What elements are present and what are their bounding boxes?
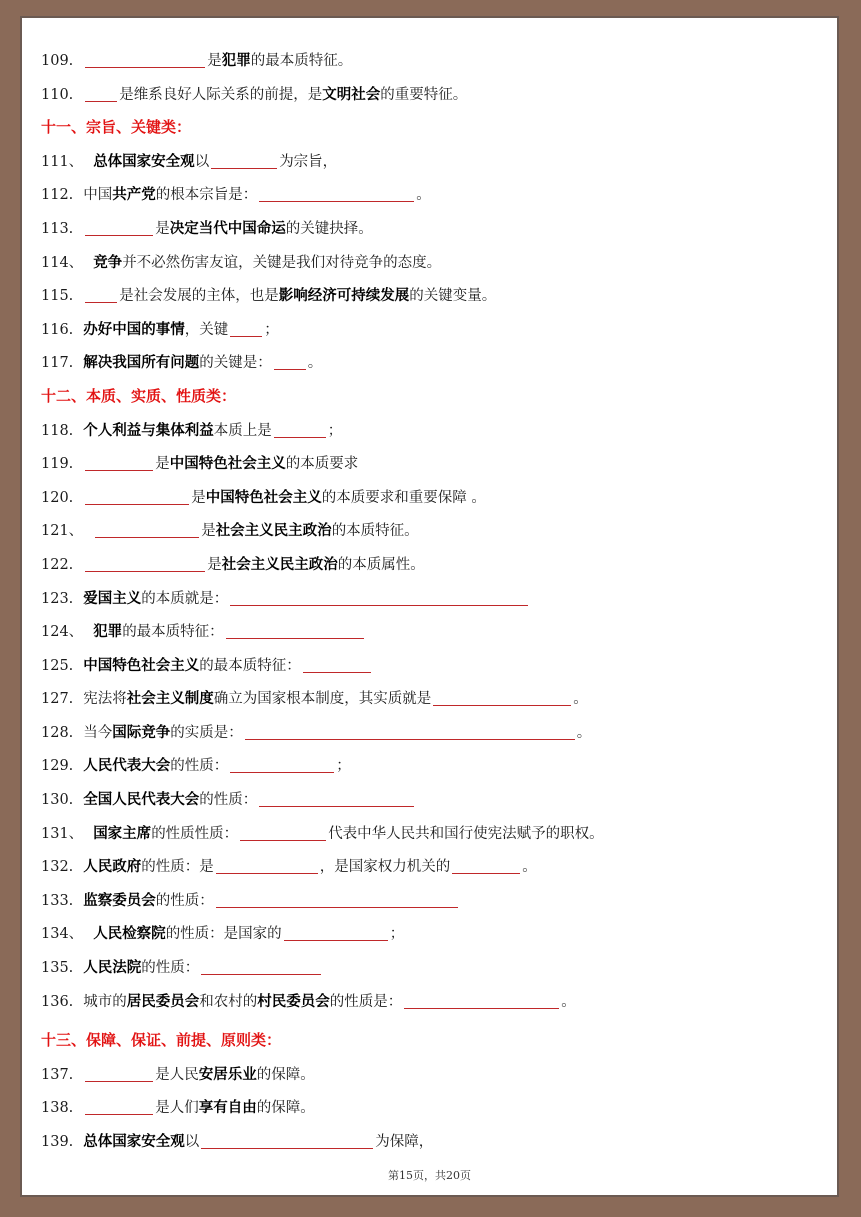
question-number: 131、 bbox=[41, 825, 84, 842]
question-text: 的最本质特征： bbox=[199, 657, 301, 674]
question-text: 的性质是： bbox=[329, 993, 403, 1010]
section-heading: 十一、宗旨、关键类： bbox=[41, 118, 192, 137]
key-term: 文明社会 bbox=[322, 85, 381, 103]
answer-blank[interactable] bbox=[201, 1132, 373, 1149]
key-term: 人民检察院 bbox=[93, 925, 166, 943]
question-number: 119. bbox=[41, 456, 74, 473]
question-text: 是 bbox=[207, 556, 222, 573]
key-term: 人民代表大会 bbox=[83, 757, 171, 775]
question-text: 。 bbox=[416, 187, 431, 204]
question-number: 139. bbox=[41, 1134, 74, 1150]
question-text: 的重要特征。 bbox=[380, 86, 468, 103]
question-text: 的性质：是 bbox=[141, 859, 214, 876]
key-term: 影响经济可持续发展 bbox=[278, 287, 410, 305]
question-text: 以 bbox=[184, 1134, 200, 1150]
question-text: 。 bbox=[561, 993, 576, 1010]
question-text: 的本质特征。 bbox=[331, 523, 419, 540]
question-number: 137. bbox=[41, 1066, 74, 1083]
question-text: 确立为国家根本制度，其实质就是 bbox=[213, 691, 432, 708]
answer-blank[interactable] bbox=[259, 185, 414, 202]
key-term: 中国特色社会主义 bbox=[169, 455, 286, 473]
answer-blank[interactable] bbox=[274, 353, 306, 370]
question-text: ； bbox=[389, 926, 405, 943]
question-text: 的性质： bbox=[170, 758, 229, 775]
question-item bbox=[41, 985, 827, 1019]
answer-blank[interactable] bbox=[284, 924, 388, 941]
key-term: 个人利益与集体利益 bbox=[83, 421, 214, 439]
question-number: 132. bbox=[41, 859, 74, 876]
question-item bbox=[41, 514, 827, 548]
question-item bbox=[41, 447, 827, 481]
answer-blank[interactable] bbox=[303, 656, 371, 673]
answer-blank[interactable] bbox=[85, 1065, 153, 1082]
answer-blank[interactable] bbox=[201, 958, 321, 975]
question-text: 的本质要求 bbox=[285, 456, 359, 473]
question-item bbox=[41, 346, 827, 380]
answer-blank[interactable] bbox=[85, 488, 189, 505]
question-text: 是 bbox=[155, 220, 170, 237]
question-number: 135. bbox=[41, 960, 74, 977]
question-text: 的本质要求和重要保障 。 bbox=[321, 489, 486, 506]
key-term: 国家主席 bbox=[93, 824, 152, 842]
key-term: 安居乐业 bbox=[198, 1065, 257, 1083]
question-item bbox=[41, 682, 827, 716]
question-number: 112. bbox=[41, 187, 74, 204]
question-text: ； bbox=[327, 422, 343, 439]
question-text: 的性质： bbox=[141, 960, 200, 977]
question-item bbox=[41, 783, 827, 817]
question-text: 的保障。 bbox=[256, 1100, 315, 1117]
question-number: 127. bbox=[41, 691, 74, 708]
question-number: 114、 bbox=[41, 254, 84, 271]
answer-blank[interactable] bbox=[245, 723, 575, 740]
question-text: 。 bbox=[522, 859, 537, 876]
question-text: 是 bbox=[207, 53, 222, 69]
question-text: 并不必然伤害友谊，关键是我们对待竞争的态度。 bbox=[122, 254, 442, 271]
answer-blank[interactable] bbox=[230, 589, 528, 606]
question-text: 。 bbox=[573, 691, 588, 708]
question-number: 123. bbox=[41, 590, 74, 607]
key-term: 办好中国的事情 bbox=[83, 320, 185, 338]
key-term: 共产党 bbox=[112, 186, 156, 204]
key-term: 监察委员会 bbox=[83, 891, 156, 909]
question-number: 111、 bbox=[41, 153, 84, 170]
question-item bbox=[41, 1058, 827, 1092]
question-item bbox=[41, 246, 827, 280]
question-item bbox=[41, 817, 827, 851]
answer-blank[interactable] bbox=[95, 521, 199, 538]
question-text: 是人民 bbox=[155, 1066, 199, 1083]
answer-blank[interactable] bbox=[85, 51, 205, 68]
key-term: 社会主义制度 bbox=[126, 690, 214, 708]
question-text: 宪法将 bbox=[83, 691, 127, 708]
key-term: 享有自由 bbox=[198, 1099, 257, 1117]
question-text: 的关键是： bbox=[199, 355, 272, 372]
key-term: 竞争 bbox=[93, 253, 123, 271]
question-text: 的性质： bbox=[155, 892, 214, 909]
question-item bbox=[41, 78, 827, 112]
question-text: 本质上是 bbox=[213, 422, 272, 439]
question-text: 的保障。 bbox=[256, 1066, 315, 1083]
question-text: 是社会发展的主体，也是 bbox=[119, 288, 279, 305]
question-text: 的最本质特征。 bbox=[250, 53, 353, 69]
question-text: 城市的 bbox=[83, 993, 127, 1010]
question-item bbox=[41, 1125, 827, 1159]
question-text: 。 bbox=[576, 724, 592, 741]
answer-blank[interactable] bbox=[259, 790, 414, 807]
question-text: 的性质性质： bbox=[151, 825, 239, 842]
question-item bbox=[41, 649, 827, 683]
question-text: 代表中华人民共和国行使宪法赋予的职权。 bbox=[328, 825, 604, 842]
section-heading: 十三、保障、保证、前提、原则类： bbox=[41, 1031, 282, 1050]
question-text: 的关键抉择。 bbox=[285, 220, 373, 237]
answer-blank[interactable] bbox=[274, 421, 326, 438]
question-item bbox=[41, 716, 827, 750]
question-number: 122. bbox=[41, 556, 74, 573]
answer-blank[interactable] bbox=[404, 992, 559, 1009]
question-item bbox=[41, 414, 827, 448]
question-text: 是 bbox=[191, 489, 206, 506]
question-text: ，关键 bbox=[184, 321, 229, 338]
key-term: 全国人民代表大会 bbox=[83, 791, 200, 809]
question-text: 是 bbox=[155, 456, 170, 473]
question-number: 130. bbox=[41, 792, 74, 809]
question-text: 是 bbox=[201, 523, 216, 540]
question-item bbox=[41, 212, 827, 246]
question-number: 124、 bbox=[41, 624, 84, 641]
answer-blank[interactable] bbox=[85, 219, 153, 236]
key-term: 犯罪 bbox=[221, 52, 251, 69]
key-term: 社会主义民主政治 bbox=[221, 555, 338, 573]
question-number: 136. bbox=[41, 993, 74, 1010]
question-text: ； bbox=[264, 321, 279, 338]
question-number: 118. bbox=[41, 422, 74, 439]
answer-blank[interactable] bbox=[211, 152, 277, 169]
question-list bbox=[41, 44, 827, 1159]
question-item bbox=[41, 951, 827, 985]
section-heading: 十二、本质、实质、性质类： bbox=[41, 386, 237, 405]
question-number: 133. bbox=[41, 892, 74, 909]
question-item bbox=[41, 145, 827, 179]
question-text: ； bbox=[336, 758, 351, 775]
question-number: 128. bbox=[41, 724, 74, 741]
question-item bbox=[41, 279, 827, 313]
question-text: ，是国家权力机关的 bbox=[319, 859, 451, 876]
question-number: 134、 bbox=[41, 926, 84, 943]
question-text: 的性质： bbox=[199, 792, 258, 809]
question-number: 109. bbox=[41, 53, 74, 69]
question-text: 是维系良好人际关系的前提，是 bbox=[119, 86, 323, 103]
question-item bbox=[41, 548, 827, 582]
question-text: 的关键变量。 bbox=[409, 288, 497, 305]
key-term: 决定当代中国命运 bbox=[169, 219, 286, 237]
question-item bbox=[41, 178, 827, 212]
question-text: 的本质属性。 bbox=[337, 556, 425, 573]
question-item bbox=[41, 481, 827, 515]
question-item bbox=[41, 850, 827, 884]
question-number: 116. bbox=[41, 321, 74, 338]
question-number: 129. bbox=[41, 758, 74, 775]
question-number: 138. bbox=[41, 1100, 74, 1117]
answer-blank[interactable] bbox=[230, 320, 262, 337]
key-term: 人民法院 bbox=[83, 959, 142, 977]
key-term: 国际竞争 bbox=[112, 723, 171, 741]
key-term: 人民政府 bbox=[83, 858, 142, 876]
question-text: 的最本质特征： bbox=[122, 624, 224, 641]
answer-blank[interactable] bbox=[85, 286, 117, 303]
document-page bbox=[20, 16, 839, 1197]
answer-blank[interactable] bbox=[85, 85, 117, 102]
key-term: 中国特色社会主义 bbox=[205, 488, 322, 506]
question-number: 115. bbox=[41, 288, 74, 305]
question-text: 的实质是： bbox=[170, 724, 243, 741]
key-term: 总体国家安全观 bbox=[83, 1133, 185, 1150]
answer-blank[interactable] bbox=[433, 689, 571, 706]
question-item bbox=[41, 749, 827, 783]
question-text: 的性质：是国家的 bbox=[165, 926, 282, 943]
page-footer: 第15页，共20页 bbox=[388, 1169, 471, 1182]
question-number: 113. bbox=[41, 220, 74, 237]
question-number: 121、 bbox=[41, 523, 84, 540]
key-term: 中国特色社会主义 bbox=[83, 656, 200, 674]
question-text: 。 bbox=[307, 355, 323, 372]
answer-blank[interactable] bbox=[85, 1098, 153, 1115]
question-item bbox=[41, 582, 827, 616]
question-number: 120. bbox=[41, 489, 74, 506]
key-term: 爱国主义 bbox=[83, 589, 142, 607]
question-number: 125. bbox=[41, 657, 74, 674]
question-text: 以 bbox=[194, 153, 210, 170]
question-text: 和农村的 bbox=[199, 993, 258, 1010]
key-term: 村民委员会 bbox=[257, 992, 330, 1010]
key-term: 解决我国所有问题 bbox=[83, 354, 200, 372]
question-item bbox=[41, 44, 827, 78]
question-text: 中国 bbox=[83, 187, 113, 204]
question-text: 为保障， bbox=[375, 1134, 434, 1150]
key-term: 犯罪 bbox=[93, 623, 123, 641]
question-number: 110. bbox=[41, 86, 74, 103]
question-text: 为宗旨， bbox=[279, 153, 338, 170]
question-item bbox=[41, 884, 827, 918]
answer-blank[interactable] bbox=[216, 857, 318, 874]
key-term: 居民委员会 bbox=[126, 992, 200, 1010]
question-item bbox=[41, 917, 827, 951]
answer-blank[interactable] bbox=[240, 824, 326, 841]
key-term: 总体国家安全观 bbox=[93, 152, 195, 170]
question-text: 是人们 bbox=[155, 1100, 199, 1117]
answer-blank[interactable] bbox=[230, 756, 334, 773]
answer-blank[interactable] bbox=[216, 891, 458, 908]
question-item bbox=[41, 615, 827, 649]
key-term: 社会主义民主政治 bbox=[215, 522, 332, 540]
answer-blank[interactable] bbox=[85, 555, 205, 572]
question-text: 当今 bbox=[83, 724, 113, 741]
question-item bbox=[41, 313, 827, 347]
question-number: 117. bbox=[41, 355, 74, 372]
answer-blank[interactable] bbox=[85, 454, 153, 471]
question-text: 的本质就是： bbox=[141, 590, 229, 607]
answer-blank[interactable] bbox=[452, 857, 520, 874]
question-text: 的根本宗旨是： bbox=[155, 187, 258, 204]
answer-blank[interactable] bbox=[226, 622, 364, 639]
question-item bbox=[41, 1091, 827, 1125]
